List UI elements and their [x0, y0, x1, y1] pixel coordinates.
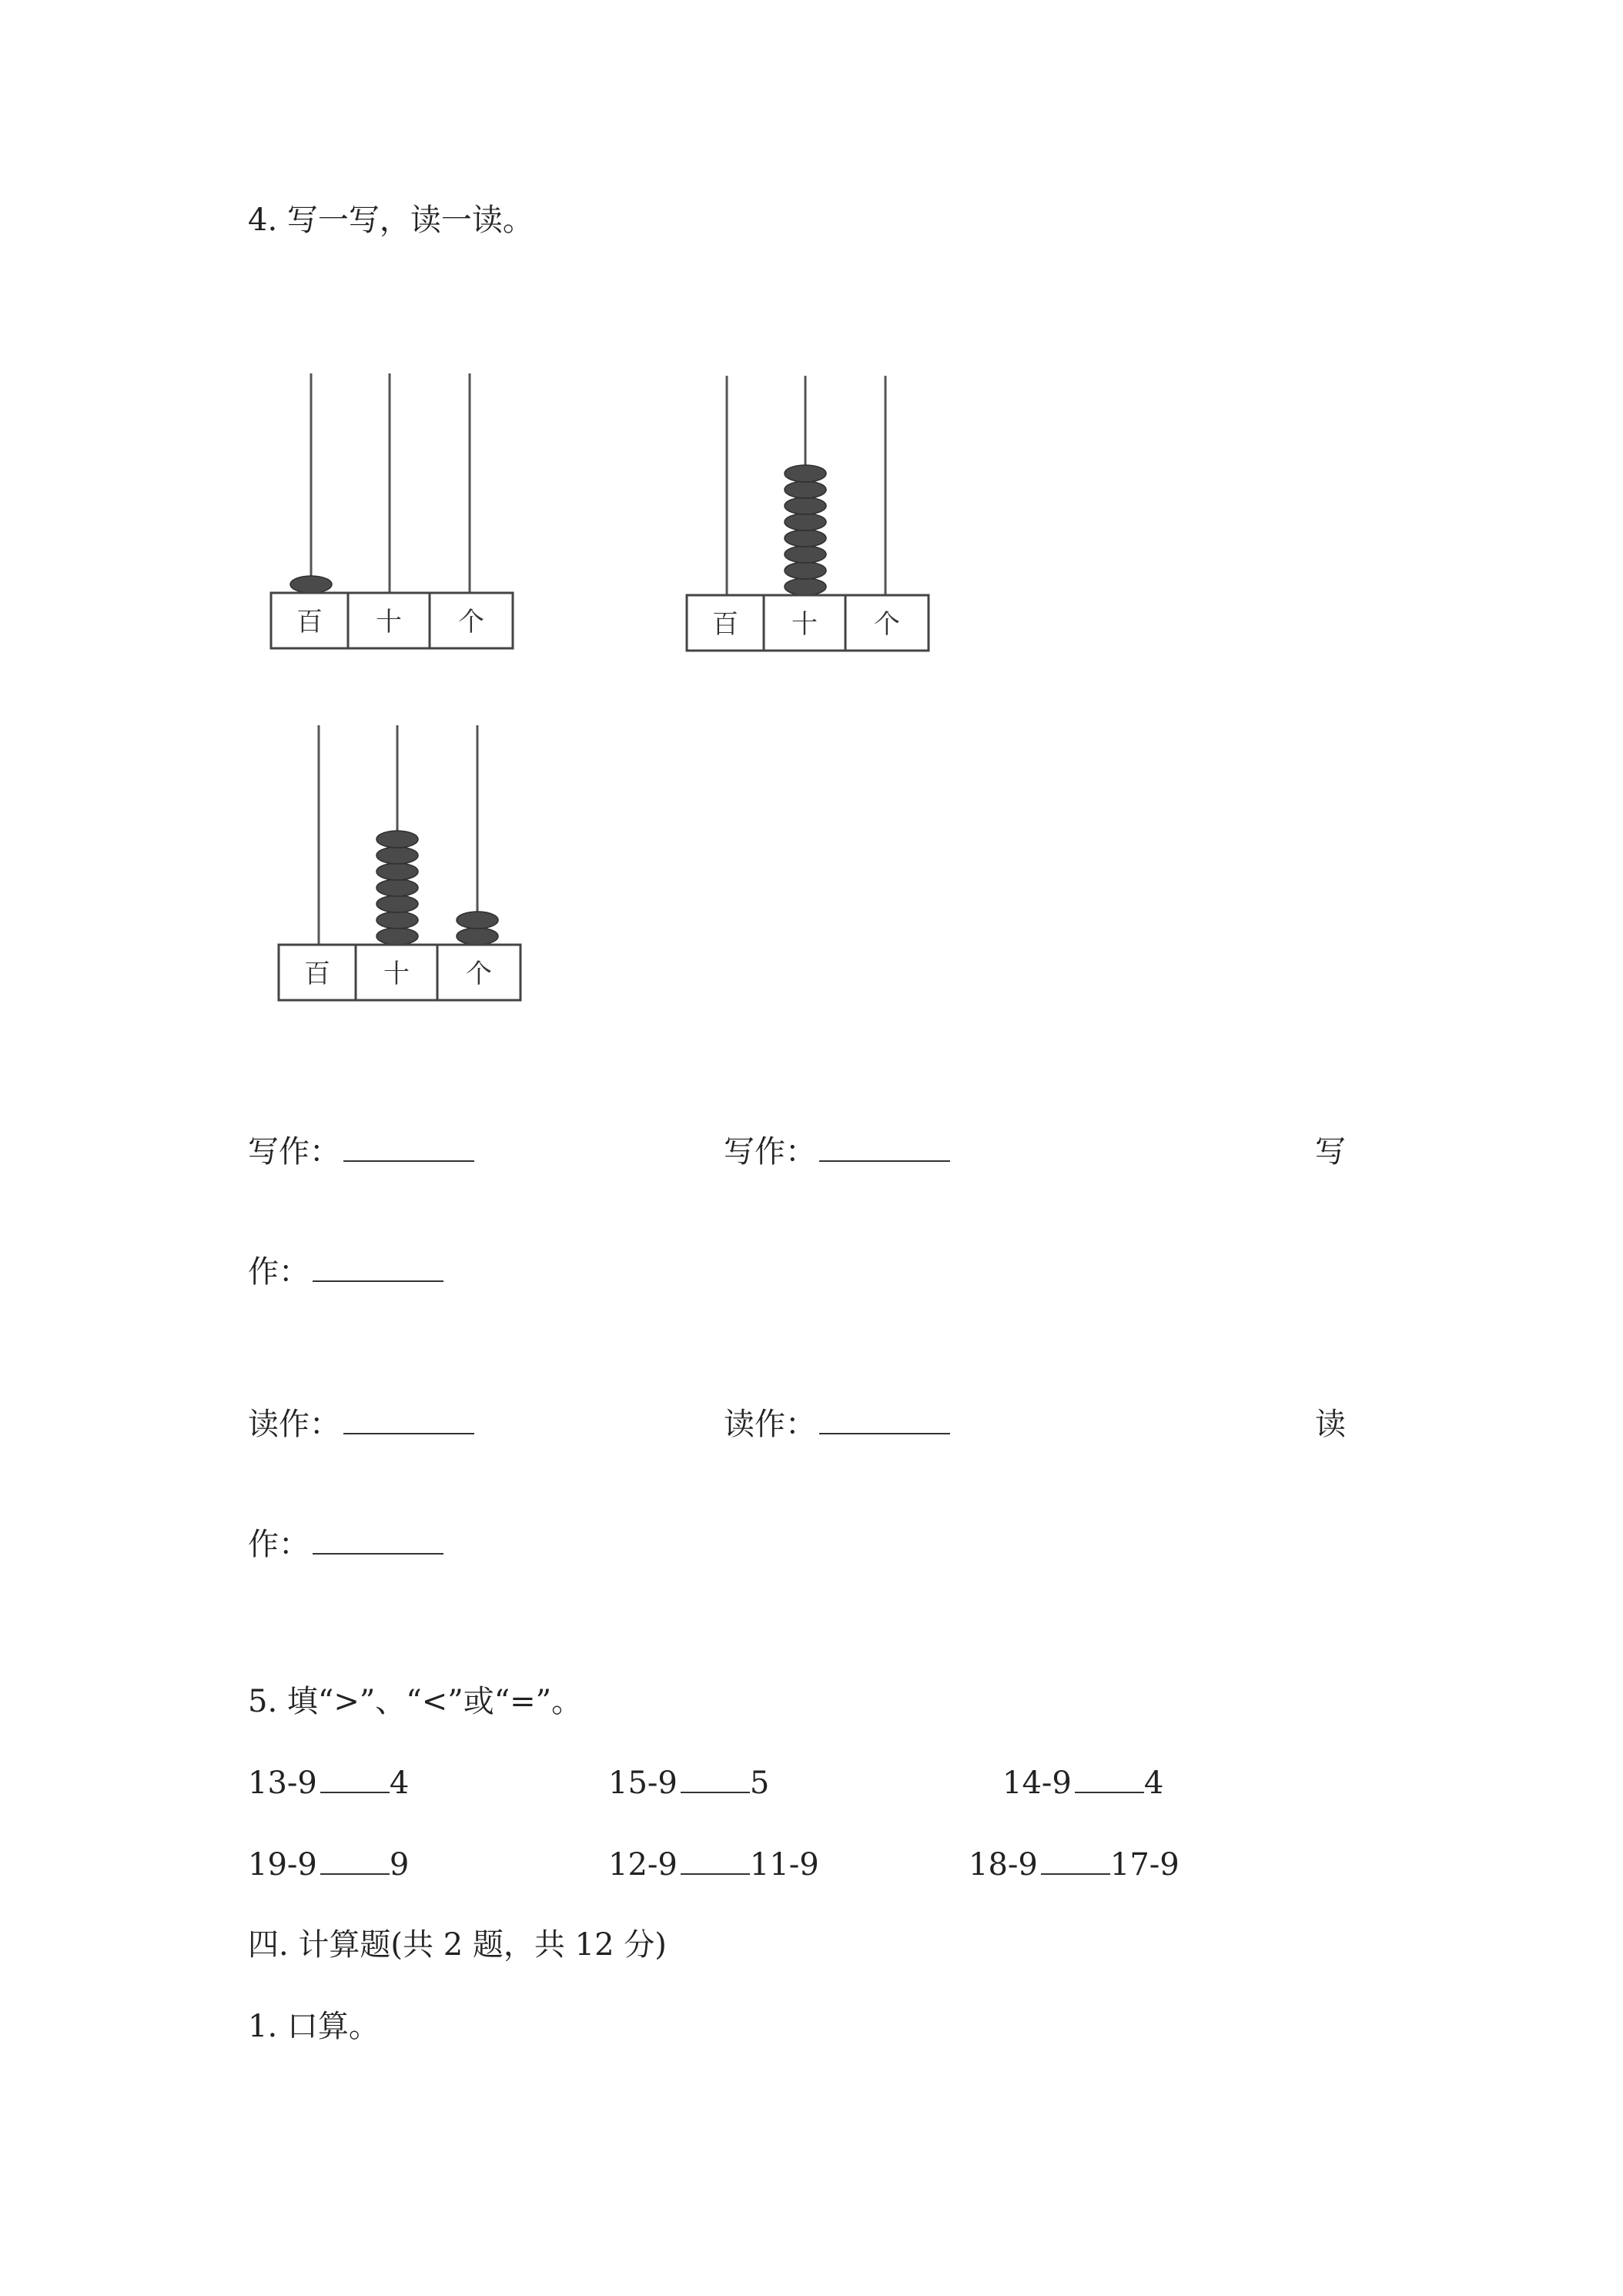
- compare-left: 14-9: [1002, 1766, 1072, 1801]
- compare-left: 19-9: [248, 1847, 317, 1883]
- compare-right: 9: [389, 1847, 410, 1883]
- abacus-label-ones: 个: [874, 609, 900, 640]
- abacus-1-figure: [268, 373, 522, 658]
- abacus-bead: [376, 831, 418, 848]
- compare-blank[interactable]: [1041, 1847, 1110, 1875]
- read-label: 读作：: [248, 1407, 340, 1442]
- read-label: 作：: [248, 1527, 310, 1562]
- abacus-bead: [376, 928, 418, 945]
- compare-right: 17-9: [1109, 1847, 1180, 1883]
- abacus-label-hundreds: 百: [296, 607, 323, 638]
- answer-blank[interactable]: [313, 1527, 443, 1555]
- abacus-3-figure: [276, 725, 530, 1010]
- abacus-bead: [785, 497, 826, 514]
- answer-blank[interactable]: [343, 1134, 474, 1162]
- compare-blank[interactable]: [320, 1847, 390, 1875]
- abacus-2-figure: [684, 376, 938, 661]
- compare-item: [248, 1765, 409, 1802]
- compare-left: 15-9: [608, 1766, 678, 1801]
- abacus-bead: [785, 562, 826, 579]
- abacus-bead: [785, 530, 826, 547]
- abacus-label-tens: 十: [383, 959, 410, 989]
- abacus-2: [684, 376, 938, 664]
- answer-blank[interactable]: [343, 1407, 474, 1434]
- abacus-bead: [785, 465, 826, 482]
- answer-blank[interactable]: [819, 1134, 950, 1162]
- abacus-bead: [376, 895, 418, 912]
- compare-item: [969, 1846, 1180, 1883]
- read-field-1: [248, 1406, 474, 1443]
- abacus-bead: [457, 912, 498, 929]
- write-field-2: [724, 1133, 950, 1170]
- compare-right: 4: [1143, 1766, 1164, 1801]
- write-label-split-a: 写: [1315, 1134, 1346, 1170]
- compare-item: [248, 1846, 409, 1883]
- abacus-3: [276, 725, 530, 1013]
- abacus-label-hundreds: 百: [304, 959, 330, 989]
- compare-blank[interactable]: [1075, 1766, 1144, 1793]
- abacus-bead: [376, 912, 418, 929]
- abacus-1: [268, 373, 522, 661]
- abacus-label-tens: 十: [791, 609, 818, 640]
- abacus-bead: [376, 863, 418, 880]
- compare-left: 12-9: [608, 1847, 678, 1883]
- compare-blank[interactable]: [320, 1766, 390, 1793]
- write-field-3: [248, 1253, 443, 1290]
- read-field-3: [248, 1526, 443, 1563]
- write-label: 写作：: [724, 1134, 816, 1170]
- abacus-label-hundreds: 百: [712, 609, 738, 640]
- write-label: 写作：: [248, 1134, 340, 1170]
- abacus-label-ones: 个: [466, 959, 492, 989]
- question-5-title: 5. 填“>”、“<”或“=”。: [248, 1684, 583, 1719]
- abacus-bead: [376, 847, 418, 864]
- compare-left: 18-9: [969, 1847, 1038, 1883]
- read-label-split-a: 读: [1315, 1407, 1346, 1442]
- compare-item: [1002, 1765, 1163, 1802]
- section-4-question-1: 1. 口算。: [248, 2009, 380, 2044]
- compare-left: 13-9: [248, 1766, 317, 1801]
- abacus-bead: [785, 578, 826, 595]
- compare-right: 5: [749, 1766, 770, 1801]
- answer-blank[interactable]: [819, 1407, 950, 1434]
- read-label: 读作：: [724, 1407, 816, 1442]
- compare-right: 4: [389, 1766, 410, 1801]
- abacus-bead: [785, 546, 826, 563]
- write-field-1: [248, 1133, 474, 1170]
- abacus-bead: [785, 481, 826, 498]
- abacus-label-tens: 十: [376, 607, 402, 638]
- read-field-2: [724, 1406, 950, 1443]
- abacus-bead: [785, 514, 826, 530]
- section-4-heading: 四. 计算题(共 2 题，共 12 分): [248, 1927, 667, 1963]
- answer-blank[interactable]: [313, 1254, 443, 1282]
- compare-item: [608, 1846, 819, 1883]
- compare-item: [608, 1765, 769, 1802]
- compare-blank[interactable]: [681, 1766, 750, 1793]
- abacus-bead: [457, 928, 498, 945]
- question-4-title: 4. 写一写，读一读。: [248, 202, 534, 238]
- abacus-label-ones: 个: [458, 607, 484, 638]
- abacus-bead: [290, 576, 332, 593]
- compare-right: 11-9: [749, 1847, 819, 1883]
- abacus-bead: [376, 879, 418, 896]
- compare-blank[interactable]: [681, 1847, 750, 1875]
- write-label: 作：: [248, 1254, 310, 1290]
